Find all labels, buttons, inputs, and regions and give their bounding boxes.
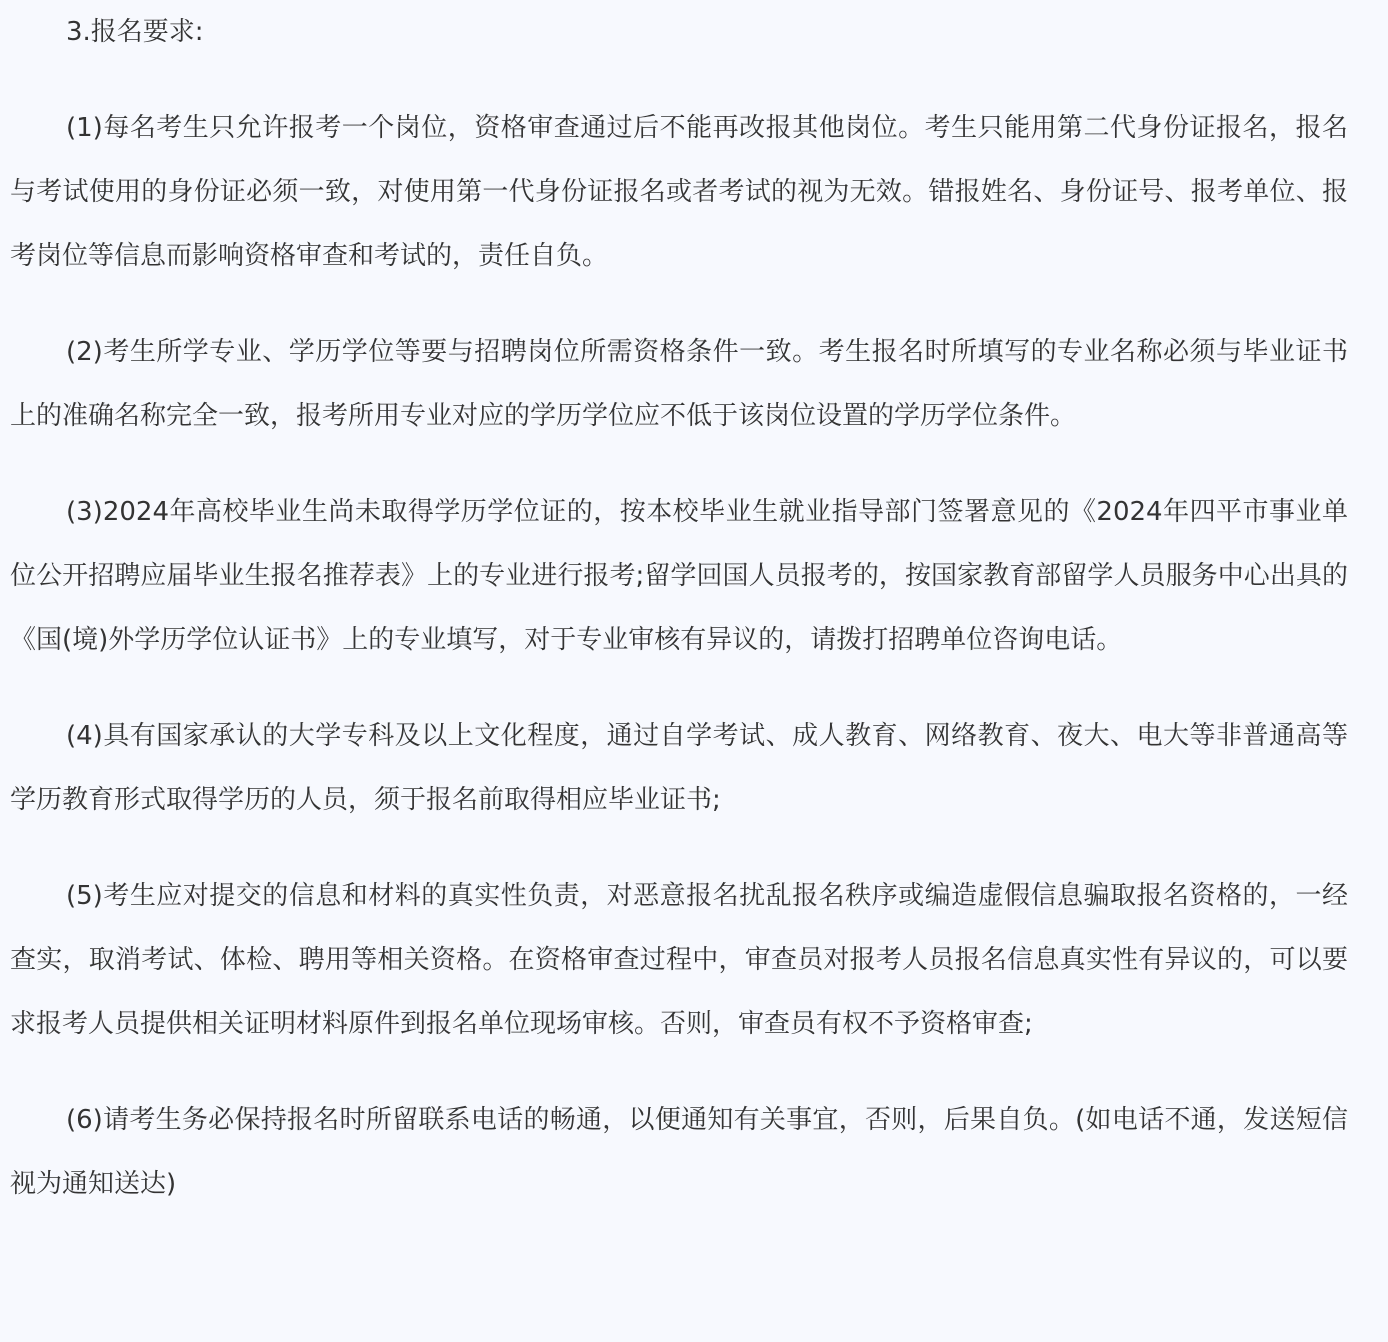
requirement-paragraph-6: (6)请考生务必保持报名时所留联系电话的畅通，以便通知有关事宜，否则，后果自负。(如电话不通，发送短信视为通知送达): [10, 1105, 1348, 1199]
requirement-paragraph-2: (2)考生所学专业、学历学位等要与招聘岗位所需资格条件一致。考生报名时所填写的专业名称必须与毕业证书上的准确名称完全一致，报考所用专业对应的学历学位应不低于该岗位设置的学历学位条件。: [10, 337, 1348, 431]
requirement-paragraph-1: (1)每名考生只允许报考一个岗位，资格审查通过后不能再改报其他岗位。考生只能用第二代身份证报名，报名与考试使用的身份证必须一致，对使用第一代身份证报名或者考试的视为无效。错报姓名、身份证号、报考单位、报考岗位等信息而影响资格审查和考试的，责任自负。: [10, 113, 1348, 271]
requirement-paragraph-3: (3)2024年高校毕业生尚未取得学历学位证的，按本校毕业生就业指导部门签署意见的《2024年四平市事业单位公开招聘应届毕业生报名推荐表》上的专业进行报考;留学回国人员报考的，按国家教育部留学人员服务中心出具的《国(境)外学历学位认证书》上的专业填写，对于专业审核有异议的，请拨打招聘单位咨询电话。: [10, 497, 1348, 655]
section-title: 3.报名要求:: [66, 17, 204, 47]
requirement-paragraph-5: (5)考生应对提交的信息和材料的真实性负责，对恶意报名扰乱报名秩序或编造虚假信息骗取报名资格的，一经查实，取消考试、体检、聘用等相关资格。在资格审查过程中，审查员对报考人员报名信息真实性有异议的，可以要求报考人员提供相关证明材料原件到报名单位现场审核。否则，审查员有权不予资格审查;: [10, 881, 1348, 1039]
requirement-paragraph-4: (4)具有国家承认的大学专科及以上文化程度，通过自学考试、成人教育、网络教育、夜大、电大等非普通高等学历教育形式取得学历的人员，须于报名前取得相应毕业证书;: [10, 721, 1348, 815]
